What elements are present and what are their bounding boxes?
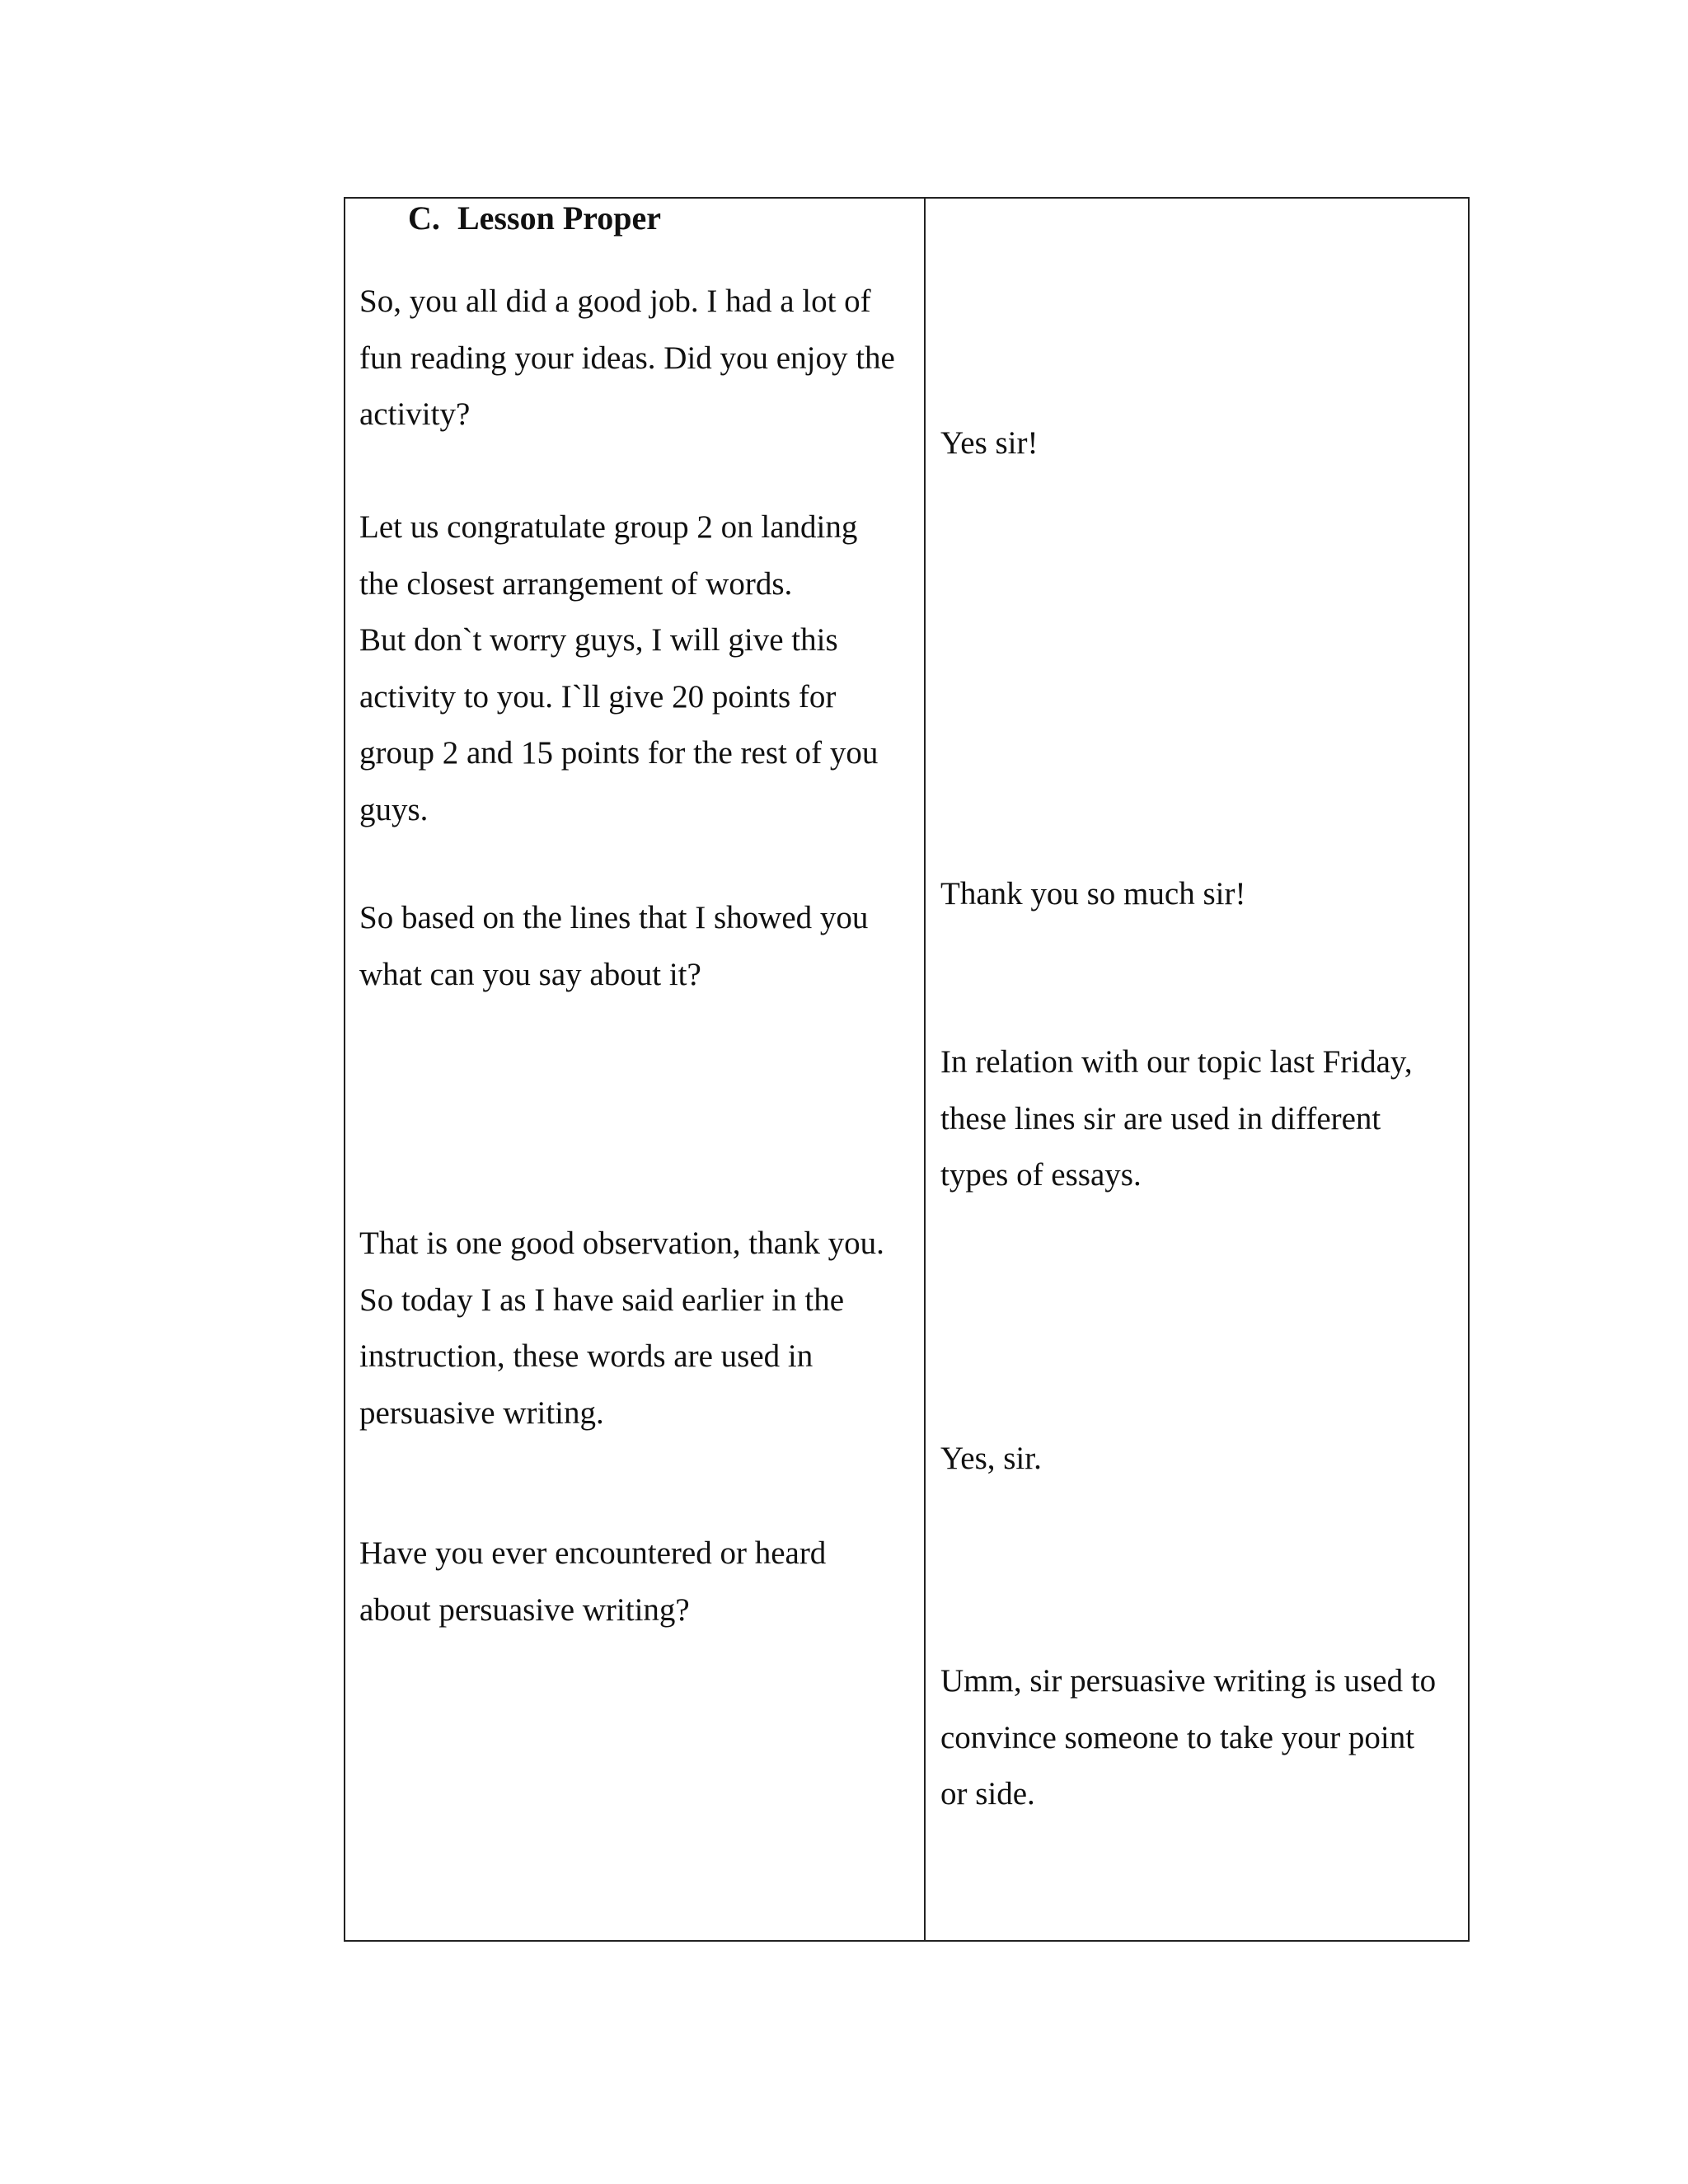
- teacher-line: instruction, these words are used in: [359, 1338, 814, 1374]
- teacher-paragraph-1: [359, 274, 895, 443]
- student-line: convince someone to take your point: [940, 1719, 1415, 1755]
- teacher-line: Let us congratulate group 2 on landing: [359, 509, 858, 545]
- teacher-line: So, you all did a good job. I had a lot of: [359, 284, 871, 319]
- student-line: Yes, sir.: [940, 1441, 1042, 1476]
- student-line: these lines sir are used in different: [940, 1100, 1381, 1137]
- teacher-line: So based on the lines that I showed you: [359, 900, 869, 935]
- student-response-1: [940, 415, 1039, 472]
- student-line: or side.: [940, 1776, 1035, 1811]
- teacher-line: about persuasive writing?: [359, 1591, 690, 1628]
- student-line: Umm, sir persuasive writing is used to: [940, 1663, 1437, 1699]
- student-line: types of essays.: [940, 1157, 1142, 1193]
- teacher-line: Have you ever encountered or heard: [359, 1535, 827, 1571]
- teacher-line: what can you say about it?: [359, 956, 701, 992]
- teacher-line: guys.: [359, 791, 429, 827]
- student-response-4: [940, 1431, 1042, 1488]
- student-line: Yes sir!: [940, 425, 1039, 461]
- teacher-paragraph-5: [359, 1526, 826, 1638]
- student-response-2: [940, 866, 1245, 923]
- teacher-line: group 2 and 15 points for the rest of you: [359, 735, 879, 771]
- student-line: In relation with our topic last Friday,: [940, 1044, 1413, 1080]
- teacher-line: the closest arrangement of words.: [359, 565, 793, 602]
- student-response-5: [940, 1653, 1436, 1823]
- teacher-line: activity?: [359, 396, 471, 432]
- teacher-paragraph-4: [359, 1216, 884, 1441]
- teacher-line: activity to you. I`ll give 20 points for: [359, 678, 837, 715]
- teacher-line: That is one good observation, thank you.: [359, 1226, 884, 1261]
- teacher-paragraph-3: [359, 890, 868, 1003]
- teacher-line: But don`t worry guys, I will give this: [359, 622, 838, 658]
- section-letter: C.: [408, 199, 440, 237]
- teacher-line: So today I as I have said earlier in the: [359, 1282, 845, 1318]
- teacher-line: fun reading your ideas. Did you enjoy the: [359, 340, 895, 376]
- column-divider: [924, 199, 926, 1940]
- teacher-paragraph-2: [359, 499, 878, 838]
- student-response-3: [940, 1034, 1413, 1204]
- section-title: Lesson Proper: [457, 199, 662, 237]
- lesson-table: [344, 197, 1470, 1942]
- student-line: Thank you so much sir!: [940, 876, 1246, 912]
- teacher-line: persuasive writing.: [359, 1394, 604, 1431]
- section-heading: [408, 199, 661, 238]
